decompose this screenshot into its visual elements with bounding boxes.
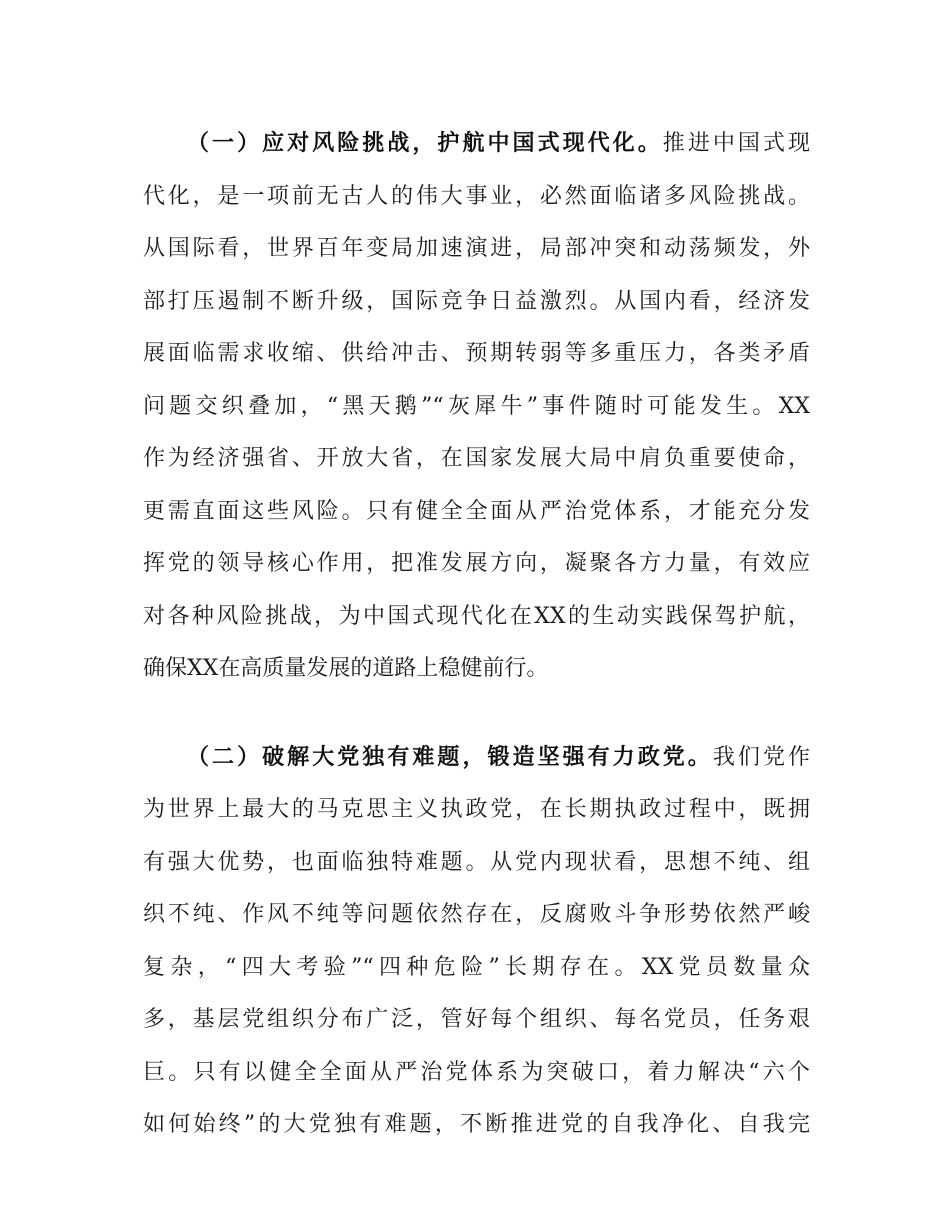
paragraph-1-first-line-text: 推进中国式现 (662, 131, 810, 156)
paragraph-1-line: 展面临需求收缩、供给冲击、预期转弱等多重压力，各类矛盾 (143, 341, 810, 366)
paragraph-2-line: 巨。只有以健全全面从严治党体系为突破口，着力解决“六个 (143, 1059, 810, 1085)
paragraph-1-last-line: 确保XX在高质量发展的道路上稳健前行。 (143, 656, 549, 681)
paragraph-1-line: 代化，是一项前无古人的伟大事业，必然面临诸多风险挑战。 (143, 183, 810, 209)
paragraph-2-first-line-text: 我们党作 (712, 744, 810, 770)
section-heading-2: （二）破解大党独有难题，锻造坚强有力政党。 (187, 744, 713, 770)
paragraph-2-first-line (143, 732, 810, 785)
document-body (143, 118, 810, 1152)
paragraph-1-line: 更需直面这些风险。只有健全全面从严治党体系，才能充分发 (143, 498, 810, 524)
paragraph-1-line: 问题交织叠加，“黑天鹅”“灰犀牛”事件随时可能发生。XX (143, 393, 810, 419)
paragraph-1-line: 作为经济强省、开放大省，在国家发展大局中肩负重要使命， (143, 446, 810, 471)
paragraph-2-line: 复杂，“四大考验”“四种危险”长期存在。XX党员数量众 (143, 954, 810, 980)
paragraph-2-line: 为世界上最大的马克思主义执政党，在长期执政过程中，既拥 (143, 797, 810, 822)
paragraph-2-line: 织不纯、作风不纯等问题依然存在，反腐败斗争形势依然严峻 (143, 902, 810, 927)
paragraph-1-line: 挥党的领导核心作用，把准发展方向，凝聚各方力量，有效应 (143, 551, 810, 576)
paragraph-1-first-line (143, 118, 810, 171)
paragraph-1-line: 对各种风险挑战，为中国式现代化在XX的生动实践保驾护航， (143, 603, 810, 629)
paragraph-2-line: 如何始终”的大党独有难题，不断推进党的自我净化、自我完 (143, 1112, 810, 1137)
section-heading-1: （一）应对风险挑战，护航中国式现代化。 (187, 131, 663, 156)
paragraph-2-line: 有强大优势，也面临独特难题。从党内现状看，思想不纯、组 (143, 849, 810, 875)
paragraph-1-line: 部打压遏制不断升级，国际竞争日益激烈。从国内看，经济发 (143, 288, 810, 314)
paragraph-2-line: 多，基层党组织分布广泛，管好每个组织、每名党员，任务艰 (143, 1007, 810, 1032)
paragraph-1-line: 从国际看，世界百年变局加速演进，局部冲突和动荡频发，外 (143, 236, 810, 261)
